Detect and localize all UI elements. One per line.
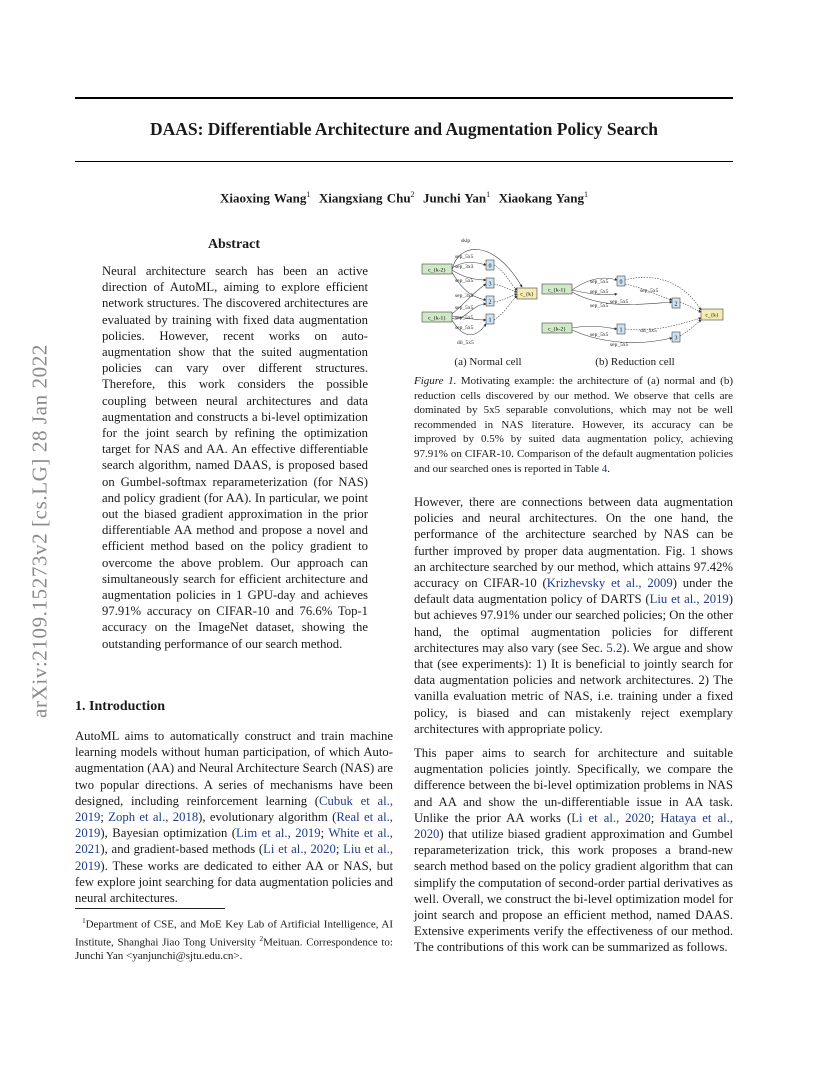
op-label: sep_5x5 xyxy=(590,289,609,295)
abstract-body: Neural architecture search has been an active direction of AutoML, aiming to explore efficient network structures. The discovered architectures are evaluated by training with fixed data augmentation policies. However, recent works on auto-augmentation show that the suited augmentation policies can vary over different structures. Therefore, this work considers the possible coupling between neural architectures and data augmentation and constructs a bi-level optimization for the joint search by refining the optimization target for NAS and AA. An effective differentiable search algorithm, named DAAS, is proposed based on Gumbel-softmax reparameterization (for NAS) and policy gradient (for AA). In particular, we point out the biased gradient approximation in the prior differentiable AA method and propose a novel and efficient method based on the policy gradient to overcome the above problem. Our approach can simultaneously search for efficient architecture and augmentation policies in 1 GPU-day and achieves 97.91% accuracy on CIFAR-10 and 76.6% Top-1 accuracy on the ImageNet dataset, showing the outstanding performance of our search method. xyxy=(102,264,368,651)
author-name: Xiaoxing Wang xyxy=(220,190,307,206)
input-node: c_{k-2} xyxy=(548,326,566,333)
caption-text: . xyxy=(607,462,611,475)
citation-link[interactable]: Krizhevsky et al., 2009 xyxy=(546,576,673,591)
introduction-paragraph xyxy=(75,728,393,906)
input-node: c_{k-2} xyxy=(428,267,446,274)
affiliation-footnote xyxy=(75,914,393,963)
figure-reference-link[interactable]: 1 xyxy=(690,543,697,558)
op-label: sep_3x3 xyxy=(455,264,474,270)
author-list xyxy=(75,190,733,206)
intermediate-node: 2 xyxy=(488,299,492,306)
normal-cell-op-labels xyxy=(455,238,474,346)
op-label: sep_3x3 xyxy=(455,293,474,299)
citation-link[interactable]: Zoph et al., 2018 xyxy=(108,810,199,825)
input-node: c_{k-1} xyxy=(548,287,566,294)
introduction-heading: 1. Introduction xyxy=(75,699,165,714)
text-segment: ), evolutionary algorithm ( xyxy=(198,810,337,825)
abstract-heading: Abstract xyxy=(207,237,261,252)
intermediate-node: 3 xyxy=(488,281,492,288)
citation-link[interactable]: Real et al., 2019 xyxy=(75,810,393,841)
figure-1-caption xyxy=(414,374,733,476)
intermediate-node: 3 xyxy=(674,335,678,342)
op-label: sep_5x5 xyxy=(455,254,474,260)
author-affiliation: 1 xyxy=(486,190,491,199)
op-label: sep_5x5 xyxy=(590,279,609,285)
citation-link[interactable]: Li et al., 2020 xyxy=(263,842,336,857)
text-segment: AutoML aims to automatically construct and train machine learning models without human participation, of which Auto-augmentation (AA) and Neural Architecture Search (NAS) are two popular directions. A series of mechanisms have been designed, including reinforcement learning ( xyxy=(75,729,393,808)
footnote-text: Meituan. Correspondence to: Junchi Yan <yanjunchi@sjtu.edu.cn>. xyxy=(75,936,393,963)
output-node: c_{k} xyxy=(520,291,534,298)
intermediate-node: 2 xyxy=(674,301,678,308)
citation-link[interactable]: Lim et al., 2019 xyxy=(236,826,321,841)
text-segment: ) but achieves 97.91% under our searched policies; On the other hand, the optimal augmentation policies for different architectures may also vary (see Sec. xyxy=(414,592,733,655)
op-label: sep_5x5 xyxy=(590,303,609,309)
text-segment: shows an architecture searched by our method, which attains 97.42% accuracy on CIFAR-10 ( xyxy=(414,543,733,591)
op-label: skip xyxy=(461,238,471,244)
body-paragraph xyxy=(414,745,733,956)
footnote-divider xyxy=(75,908,225,909)
figure-1-diagram xyxy=(414,232,734,354)
text-segment: ; xyxy=(320,826,329,841)
op-label: sep_5x5 xyxy=(455,315,474,321)
input-node: c_{k-1} xyxy=(428,315,446,322)
intermediate-node: 1 xyxy=(488,317,492,324)
title-bottom-rule xyxy=(75,161,733,162)
intermediate-node: 0 xyxy=(488,263,492,270)
op-label: sep_5x5 xyxy=(610,299,629,305)
text-segment: ; xyxy=(335,842,344,857)
op-label: sep_5x5 xyxy=(455,305,474,311)
citation-link[interactable]: White et al., 2021 xyxy=(75,826,393,857)
op-label: dil_5x5 xyxy=(640,328,657,334)
intermediate-node: 0 xyxy=(619,279,623,286)
op-label: sep_5x5 xyxy=(455,325,474,331)
text-segment: This paper aims to search for architecture and suitable augmentation policies jointly. Specifically, we compare the difference between the bi-level optimization problems in NAS and AA and show the un-differentiable issue in AA task. Unlike the prior AA works ( xyxy=(414,746,733,825)
normal-cell-nodes xyxy=(422,260,537,324)
op-label: sep_5x5 xyxy=(610,342,629,348)
author-affiliation: 2 xyxy=(410,190,415,199)
author-name: Xiangxiang Chu xyxy=(318,190,411,206)
subcaption-reduction-cell: (b) Reduction cell xyxy=(595,356,675,368)
citation-link[interactable]: Cubuk et al., 2019 xyxy=(75,793,393,825)
author-name: Junchi Yan xyxy=(423,190,487,206)
paper-title: DAAS: Differentiable Architecture and Augmentation Policy Search xyxy=(149,119,659,139)
output-node: c_{k} xyxy=(705,312,719,319)
op-label: dil_5x5 xyxy=(457,340,474,346)
author-affiliation: 1 xyxy=(306,190,311,199)
table-reference-link[interactable]: 4 xyxy=(601,462,608,475)
footnote-text: Department of CSE, and MoE Key Lab of Artificial Intelligence, AI Institute, Shanghai Jiao Tong University xyxy=(75,918,394,949)
text-segment: ; xyxy=(100,810,109,825)
text-segment: ), and gradient-based methods ( xyxy=(100,842,264,857)
op-label: sep_5x5 xyxy=(640,288,659,294)
op-label: sep_5x5 xyxy=(455,278,474,284)
citation-link[interactable]: Li et al., 2020 xyxy=(571,810,651,825)
title-top-rule xyxy=(75,97,733,99)
text-segment: ), Bayesian optimization ( xyxy=(100,826,237,841)
arxiv-identifier: arXiv:2109.15273v2 [cs.LG] 28 Jan 2022 xyxy=(27,344,52,718)
text-segment: ). These works are dedicated to either AA or NAS, but few explore joint searching for data augmentation policies and neural architectures. xyxy=(75,858,393,906)
reduction-cell-op-labels xyxy=(590,279,659,348)
text-segment: ) under the default data augmentation policy of DARTS ( xyxy=(414,576,733,607)
author-name: Xiaokang Yang xyxy=(498,190,584,206)
citation-link[interactable]: Liu et al., 2019 xyxy=(75,842,393,873)
subcaption-normal-cell: (a) Normal cell xyxy=(454,356,522,368)
text-segment: However, there are connections between data augmentation policies and neural architectures. On the one hand, the performance of the architecture searched by NAS can be further improved by proper data augmentation. Fig. xyxy=(414,495,733,558)
reduction-cell-nodes xyxy=(542,276,723,342)
section-reference-link[interactable]: 5.2 xyxy=(606,640,623,655)
caption-label: Figure 1. xyxy=(414,375,457,387)
citation-link[interactable]: Liu et al., 2019 xyxy=(649,592,729,607)
text-segment: ; xyxy=(650,810,661,825)
body-paragraph xyxy=(414,494,733,737)
text-segment: ) that utilize biased gradient approximation and Gumbel reparameterization trick, this work proposes a brand-new search method based on the policy gradient algorithm that can simplify the computation of second-order partial derivatives as well. Overall, we construct the bi-level optimization model for joint search and propose an efficient method, named DAAS. Extensive experiments verify the effectiveness of our method. The contributions of this work can be summarized as follows. xyxy=(414,827,733,955)
caption-text: Motivating example: the architecture of (a) normal and (b) reduction cells discovered by our method. We observe that cells are dominated by 5x5 separable convolutions, which may not be well recommended in NAS literature. However, its accuracy can be improved by 0.5% by suited data augmentation policy, achieving 97.91% on CIFAR-10. Comparison of the default augmentation policies and our searched ones is reported in Table xyxy=(414,375,733,475)
op-label: sep_5x5 xyxy=(590,332,609,338)
footnote-marker: 1 xyxy=(82,917,86,925)
text-segment: ). We argue and show that (see experiments): 1) It is beneficial to jointly search for data augmentation policies and network architectures. 2) The vanilla evaluation metric of NAS, i.e. training under a fixed policy, is biased and can mistakenly reject exemplary architectures with appropriate policy. xyxy=(414,640,733,736)
author-affiliation: 1 xyxy=(583,190,588,199)
citation-link[interactable]: Hataya et al., 2020 xyxy=(414,810,733,842)
footnote-marker: 2 xyxy=(259,934,264,943)
intermediate-node: 1 xyxy=(619,327,623,334)
